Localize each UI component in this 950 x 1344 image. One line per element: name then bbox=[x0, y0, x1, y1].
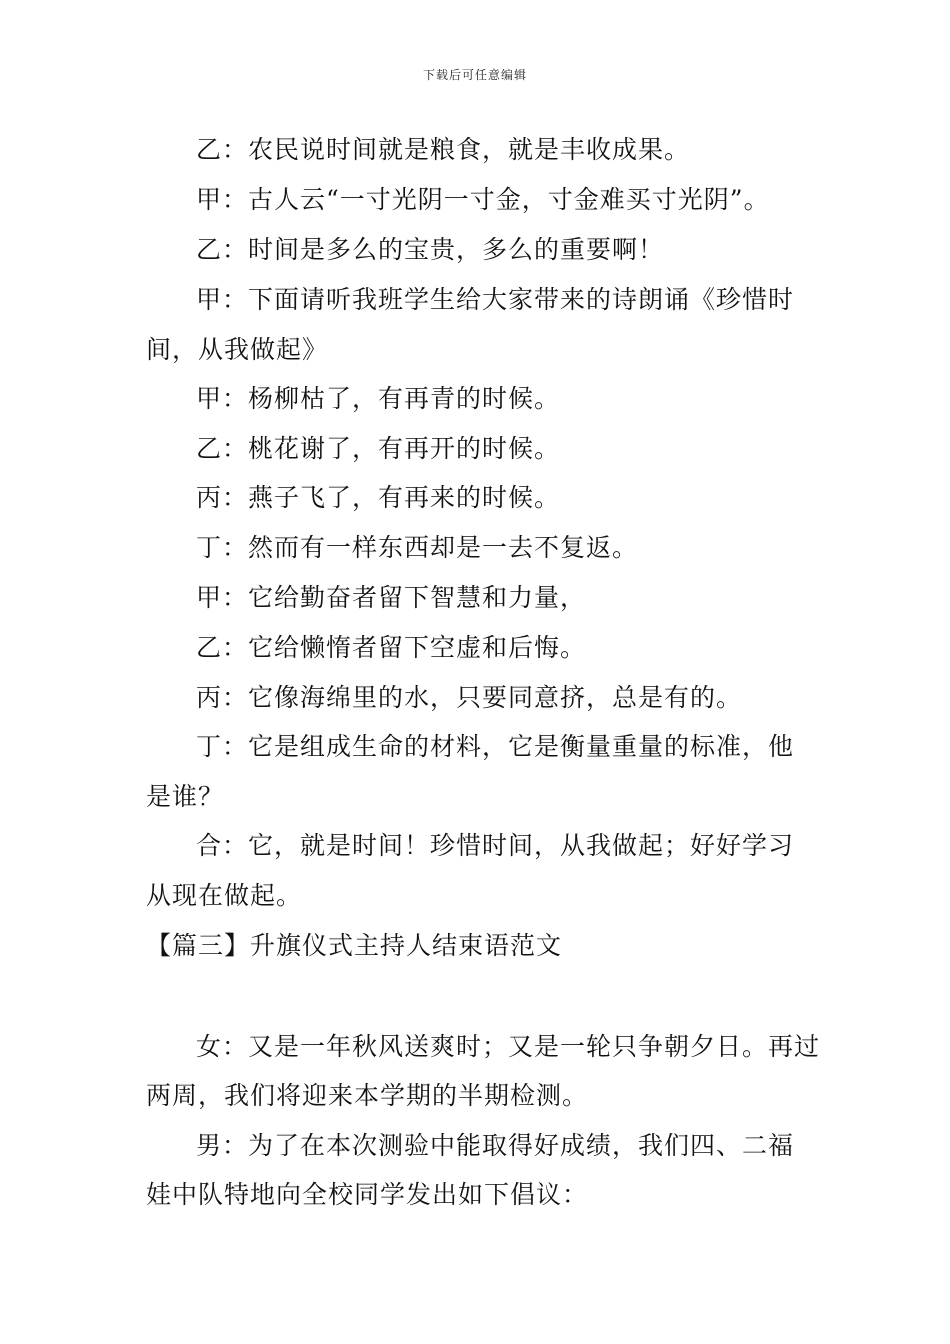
text-line: 乙：桃花谢了，有再开的时候。 bbox=[196, 434, 561, 463]
text-line: 乙：时间是多么的宝贵，多么的重要啊！ bbox=[196, 235, 665, 264]
text-line: 是谁？ bbox=[146, 782, 225, 811]
text-line: 两周，我们将迎来本学期的半期检测。 bbox=[146, 1081, 589, 1110]
text-line: 从现在做起。 bbox=[146, 881, 303, 910]
text-line: 甲：古人云“一寸光阴一寸金，寸金难买寸光阴”。 bbox=[196, 185, 770, 214]
text-line: 丁：它是组成生命的材料，它是衡量重量的标准，他 bbox=[196, 732, 795, 761]
text-line: 男：为了在本次测验中能取得好成绩，我们四、二福 bbox=[196, 1131, 795, 1160]
text-line: 间，从我做起》 bbox=[146, 335, 329, 364]
text-line: 丙：燕子飞了，有再来的时候。 bbox=[196, 483, 561, 512]
section-heading: 【篇三】升旗仪式主持人结束语范文 bbox=[146, 931, 563, 960]
text-line: 娃中队特地向全校同学发出如下倡议： bbox=[146, 1180, 589, 1209]
text-line: 甲：它给勤奋者留下智慧和力量， bbox=[196, 583, 587, 612]
text-line: 合：它，就是时间！珍惜时间，从我做起；好好学习 bbox=[196, 831, 795, 860]
text-line: 丁：然而有一样东西却是一去不复返。 bbox=[196, 533, 639, 562]
header-note: 下载后可任意编辑 bbox=[422, 68, 527, 82]
text-line: 女：又是一年秋风送爽时；又是一轮只争朝夕日。再过 bbox=[196, 1032, 821, 1061]
text-line: 丙：它像海绵里的水，只要同意挤，总是有的。 bbox=[196, 683, 743, 712]
text-line: 乙：农民说时间就是粮食，就是丰收成果。 bbox=[196, 135, 691, 164]
text-line: 甲：下面请听我班学生给大家带来的诗朗诵《珍惜时 bbox=[196, 285, 795, 314]
text-line: 乙：它给懒惰者留下空虚和后悔。 bbox=[196, 633, 587, 662]
text-line: 甲：杨柳枯了，有再青的时候。 bbox=[196, 384, 561, 413]
